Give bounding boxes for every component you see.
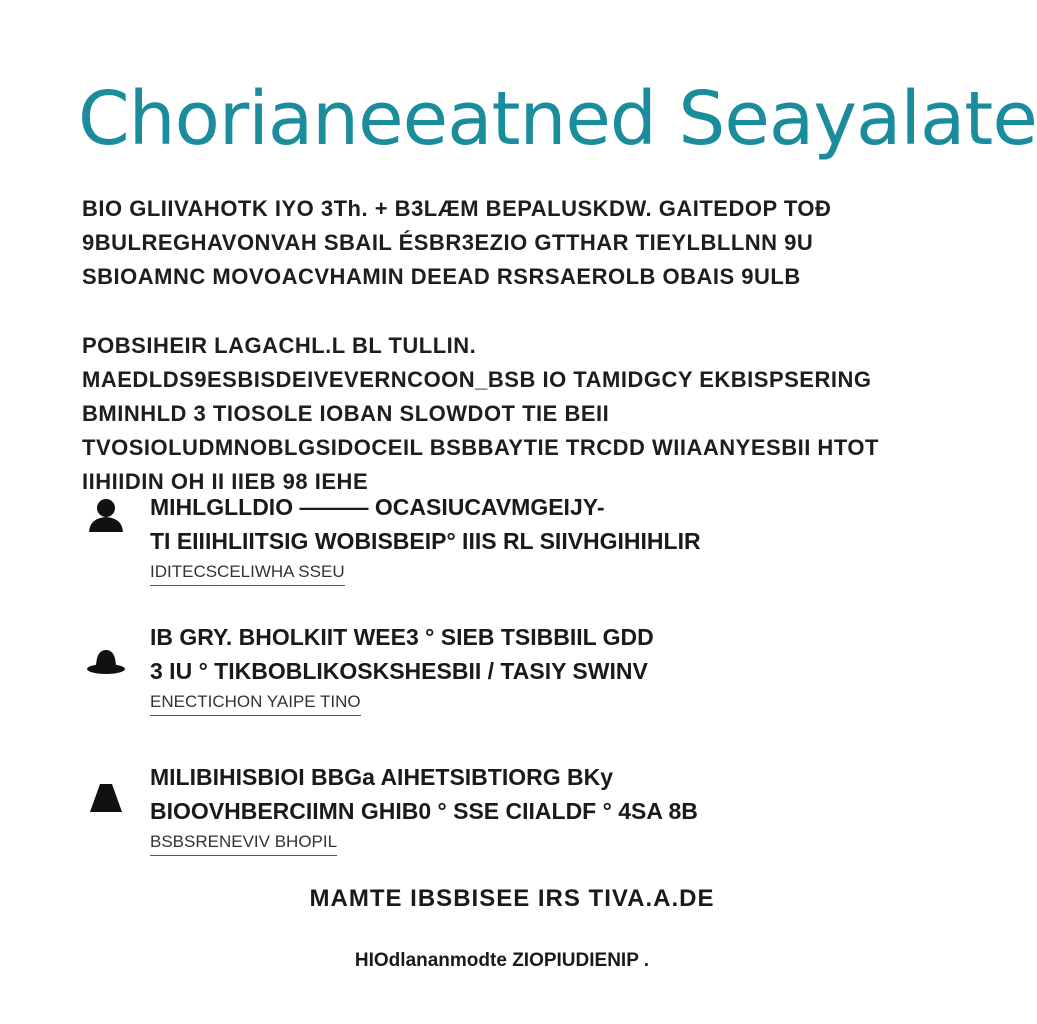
entry-role: TI EIIIHLIITSIG WOBISBEIP° IIIS RL SIIVHGIHIHLIR (150, 528, 701, 554)
body-paragraph: POBSIHEIR LAGACHL.L BL TULLIN. MAEDLDS9ESBISDEIVEVERNCOON_BSB IO TAMIDGCY EKBISPSERING BMINHLD 3 TIOSOLE IOBAN SLOWDOT TIE BEII TVOSIOLUDMNOBLGSIDOCEIL BSBBAYTIE TRCDD WIIAANYESBII HTOT IIHIIDIN OH II IIEB 98 IEHE (82, 333, 879, 494)
footer-caption: HIOdlananmodte ZIOPIUDIENIP . (354, 950, 650, 971)
entry-name: MIHLGLLDIO ——— OCASIUCAVMGEIJY- (150, 494, 605, 520)
hat-icon (86, 642, 126, 678)
entry-role: 3 IU ° TIKBOBLIKOSKSHESBII / TASIY SWINV (150, 658, 648, 684)
entry-link[interactable]: IDITECSCELIWHA SSEU (150, 560, 345, 586)
person-icon (86, 498, 126, 534)
entry-name: IB GRY. BHOLKIIT WEE3 ° SIEB TSIBBIIL GDD (150, 624, 654, 650)
footer-heading: MAMTE IBSBISEE IRS TIVA.A.DE (309, 885, 715, 912)
list-item (82, 620, 932, 720)
cone-icon (86, 780, 126, 816)
intro-paragraph: BIO GLIIVAHOTK IYO 3Th. + B3LÆM BEPALUSKDW. GAITEDOP TOÐ 9BULREGHAVONVAH SBAIL ÉSBR3EZIO GTTHAR TIEYLBLLNN 9U SBIOAMNC MOVOACVHAMIN DEEAD RSRSAEROLB OBAIS 9ULB (82, 196, 832, 289)
entry-name: MILIBIHISBIOI BBGa AIHETSIBTIORG BKy (150, 764, 614, 790)
entry-role: BIOOVHBERCIIMN GHIB0 ° SSE CIIALDF ° 4SA 8B (150, 798, 698, 824)
page-title: Chorianeeatned Seayalate (78, 76, 1037, 162)
entry-link[interactable]: BSBSRENEVIV BHOPIL (150, 830, 337, 856)
entry-link[interactable]: ENECTICHON YAIPE TINO (150, 690, 361, 716)
list-item (82, 490, 932, 590)
list-item (82, 760, 932, 860)
